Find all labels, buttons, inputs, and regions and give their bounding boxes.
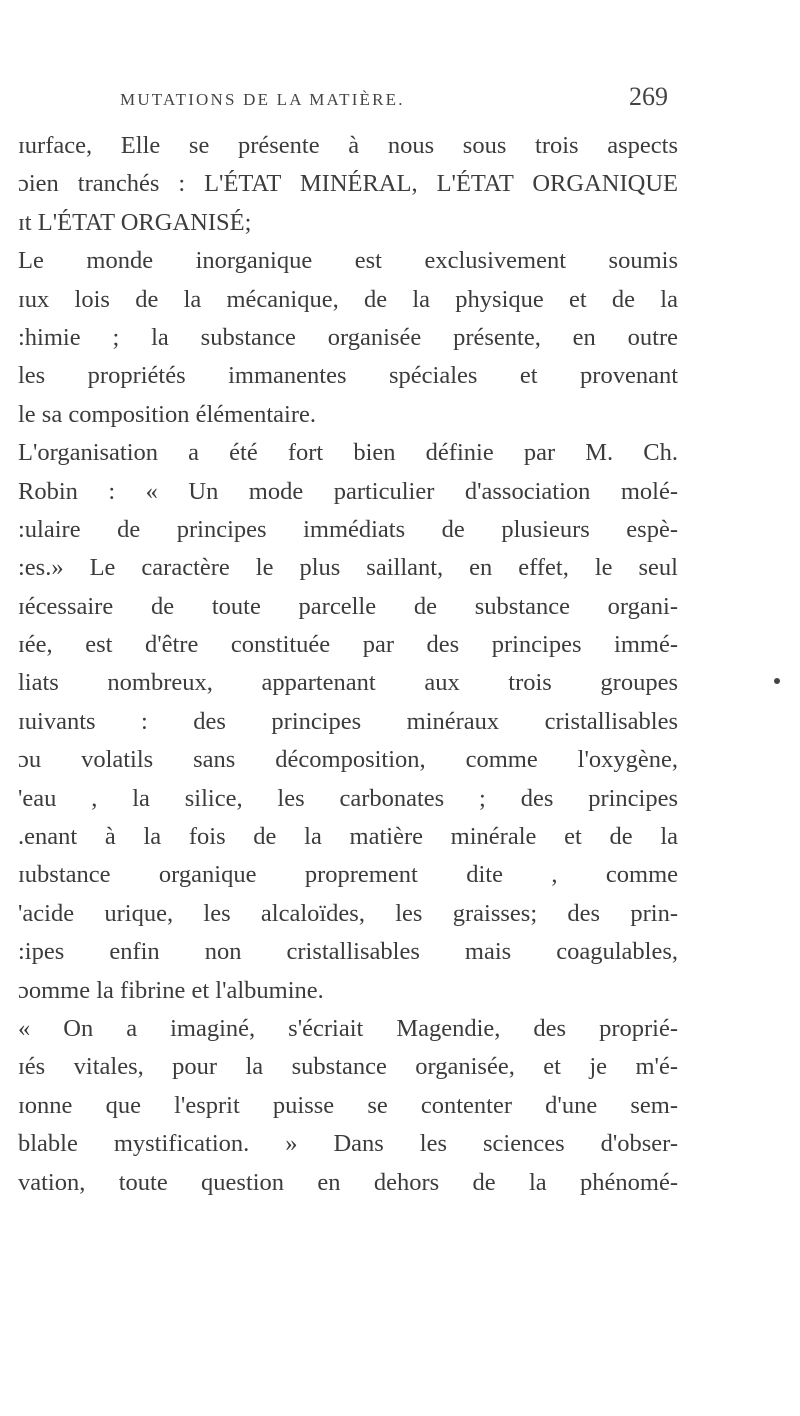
text-line: ɔomme la fibrine et l'albumine. xyxy=(18,976,324,1004)
text-line: ɪée, est d'être constituée par des principes immé- xyxy=(18,631,678,659)
text-line: ɪécessaire de toute parcelle de substance organi- xyxy=(18,592,678,620)
text-line: .enant à la fois de la matière minérale et de la xyxy=(18,823,678,851)
text-line: le sa composition élémentaire. xyxy=(18,400,316,428)
text-line: « On a imaginé, s'écriait Magendie, des proprié- xyxy=(18,1014,678,1042)
page-number: 269 xyxy=(629,82,668,111)
text-line: 'eau , la silice, les carbonates ; des principes xyxy=(18,784,678,812)
text-line: les propriétés immanentes spéciales et provenant xyxy=(18,362,678,390)
text-line: L'organisation a été fort bien définie par M. Ch. xyxy=(18,439,678,467)
text-line: ɪurface, Elle se présente à nous sous trois aspects xyxy=(18,132,678,159)
text-line: :ipes enfin non cristallisables mais coagulables, xyxy=(18,938,678,966)
text-line: liats nombreux, appartenant aux trois groupes xyxy=(18,669,678,697)
text-line: Le monde inorganique est exclusivement soumis xyxy=(18,247,678,275)
text-line: :himie ; la substance organisée présente, en outre xyxy=(18,323,678,351)
text-line: ɪonne que l'esprit puisse se contenter d'une sem- xyxy=(18,1091,678,1119)
body-text xyxy=(18,127,678,1202)
text-line: ɪuivants : des principes minéraux cristallisables xyxy=(18,707,678,735)
text-line: 'acide urique, les alcaloïdes, les graisses; des prin- xyxy=(18,899,678,927)
running-title: MUTATIONS DE LA MATIÈRE. xyxy=(120,90,405,109)
text-line: :es.» Le caractère le plus saillant, en effet, le seul xyxy=(18,554,678,582)
margin-ink-dot xyxy=(774,678,780,684)
text-line: vation, toute question en dehors de la phénomé- xyxy=(18,1168,678,1196)
page-header xyxy=(120,82,668,116)
text-line: ɔu volatils sans décomposition, comme l'oxygène, xyxy=(18,746,678,774)
text-line: :ulaire de principes immédiats de plusieurs espè- xyxy=(18,515,678,543)
text-line: Robin : « Un mode particulier d'association molé- xyxy=(18,477,678,505)
text-line: ɪés vitales, pour la substance organisée, et je m'é- xyxy=(18,1053,678,1081)
text-line: ɔien tranchés : L'ÉTAT MINÉRAL, L'ÉTAT ORGANIQUE xyxy=(18,170,678,198)
text-line: ɪux lois de la mécanique, de la physique et de la xyxy=(18,285,678,313)
text-line: blable mystification. » Dans les sciences d'obser- xyxy=(18,1130,678,1158)
text-line: ɪubstance organique proprement dite , comme xyxy=(18,861,678,889)
text-line: ɪt L'ÉTAT ORGANISÉ; xyxy=(18,208,252,236)
